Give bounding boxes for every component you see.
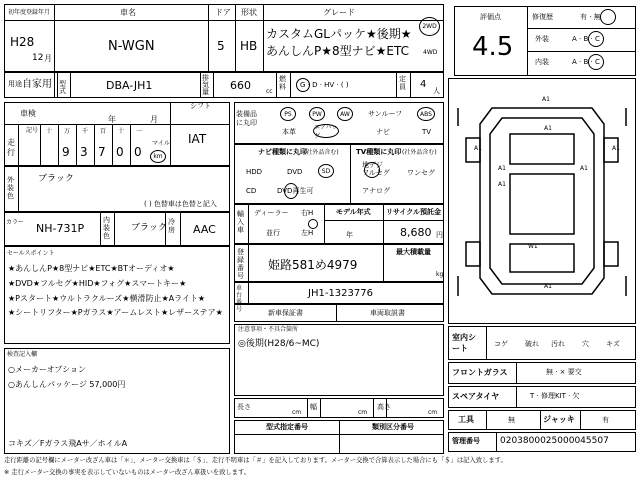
inspector-footer: コキズ／Fガラス飛Aサ／ホイルA: [8, 439, 128, 448]
navi-sd-option: SD: [318, 164, 334, 178]
interior-grade: A · B · C: [572, 58, 600, 66]
car-name: N-WGN: [108, 39, 155, 54]
abs-option: ABS: [417, 107, 435, 121]
sale-point-1: ★あんしんP★8型ナビ★ETC★BTオーディオ★: [8, 264, 175, 273]
dvd-playback-circle: [284, 183, 298, 199]
odometer-head: 一: [136, 128, 143, 135]
repair-history: 有 · 無: [580, 13, 601, 21]
exterior-color: ブラック: [38, 174, 74, 184]
odometer-head: 万: [64, 128, 71, 135]
odometer-digit: 0: [134, 145, 142, 159]
spare-tire-status: T · 修理KIT · 欠: [530, 392, 580, 400]
reg-year: H28: [10, 35, 35, 49]
right-hand-drive-circle: [308, 219, 318, 229]
capacity: 4: [420, 79, 427, 90]
color-code: NH-731P: [36, 222, 85, 235]
reg-month: 12: [32, 53, 44, 63]
odometer-head: 千: [82, 128, 89, 135]
shape: HB: [240, 39, 258, 53]
recycle-fee: 8,680: [400, 226, 432, 239]
displacement: 660: [230, 79, 251, 92]
odometer-digit: 9: [62, 145, 70, 159]
odometer-head: 十: [118, 128, 125, 135]
notes-text: ◎後期(H28/6~MC): [238, 339, 320, 349]
doors: 5: [217, 39, 225, 53]
odometer-digit: 7: [98, 145, 106, 159]
fullseg-circle: [364, 162, 380, 178]
model-code: DBA-JH1: [106, 79, 153, 92]
name-label: 車名: [120, 8, 136, 17]
plate-number: 姫路581め4979: [268, 258, 358, 272]
interior-color: ブラック: [131, 223, 167, 233]
sale-point-4: ★シートリフター★Pガラス★アームレスト★レザーステア★: [8, 308, 223, 317]
odometer-head: 十: [46, 128, 53, 135]
pw-option: PW: [309, 107, 325, 121]
sale-point-2: ★DVD★フルセグ★HID★フォグ★スマートキー★: [8, 279, 187, 288]
inspector-line-2: ○あんしんパッケージ 57,000円: [8, 380, 126, 389]
km-unit-circle: km: [150, 150, 166, 163]
no-repair-circle: [600, 9, 616, 25]
windshield-status: 無 · × 要交: [546, 368, 582, 376]
chassis-number: JH1-1323776: [308, 288, 373, 299]
score-value: 4.5: [472, 32, 514, 62]
reg-year-label: 初年度登録年月: [8, 9, 51, 16]
footnote-1: 走行距離の記号欄にメーター改ざん車は「＊」、メーター交換車は「＄」、走行不明車は「＃」を記入しております。メーター交換で合算表示した場合にも「＄」は記入致します。: [4, 457, 507, 464]
odometer-head: 百: [100, 128, 107, 135]
dimensions-block: [234, 398, 444, 418]
footnote-2: ※ 走行メーター交換の事実を表示していないものはメーター改ざん車扱いを致します。: [4, 469, 251, 476]
ac-type: AAC: [193, 223, 216, 236]
ps-option: PS: [280, 107, 296, 121]
int-b-circle: [588, 54, 604, 70]
odometer-digit: 3: [80, 145, 88, 159]
aw-option: AW: [337, 107, 353, 121]
sale-point-3: ★Pスタート★ウルトラクルーズ★横滑防止★Aライト★: [8, 294, 206, 303]
odometer-digit: 0: [116, 145, 124, 159]
exterior-grade: A · B · C: [572, 35, 600, 43]
docs-block: [234, 304, 444, 322]
grade: カスタムGLパッケ★後期★あんしんP★8型ナビ★ETC: [266, 27, 412, 58]
shift-value: IAT: [188, 132, 207, 146]
management-number: 0203800025000045507: [500, 436, 609, 446]
notes-block: [234, 324, 444, 396]
car-diagram: [448, 78, 636, 324]
inspector-line-1: ○メーカーオプション: [8, 365, 86, 374]
purpose: 自家用: [22, 79, 52, 90]
ext-b-circle: [588, 31, 604, 47]
fuel: G · D · HV · ( ): [300, 81, 349, 89]
airbag-option: エアバッグ: [314, 124, 338, 140]
drive-2wd: 2WD: [419, 17, 440, 36]
